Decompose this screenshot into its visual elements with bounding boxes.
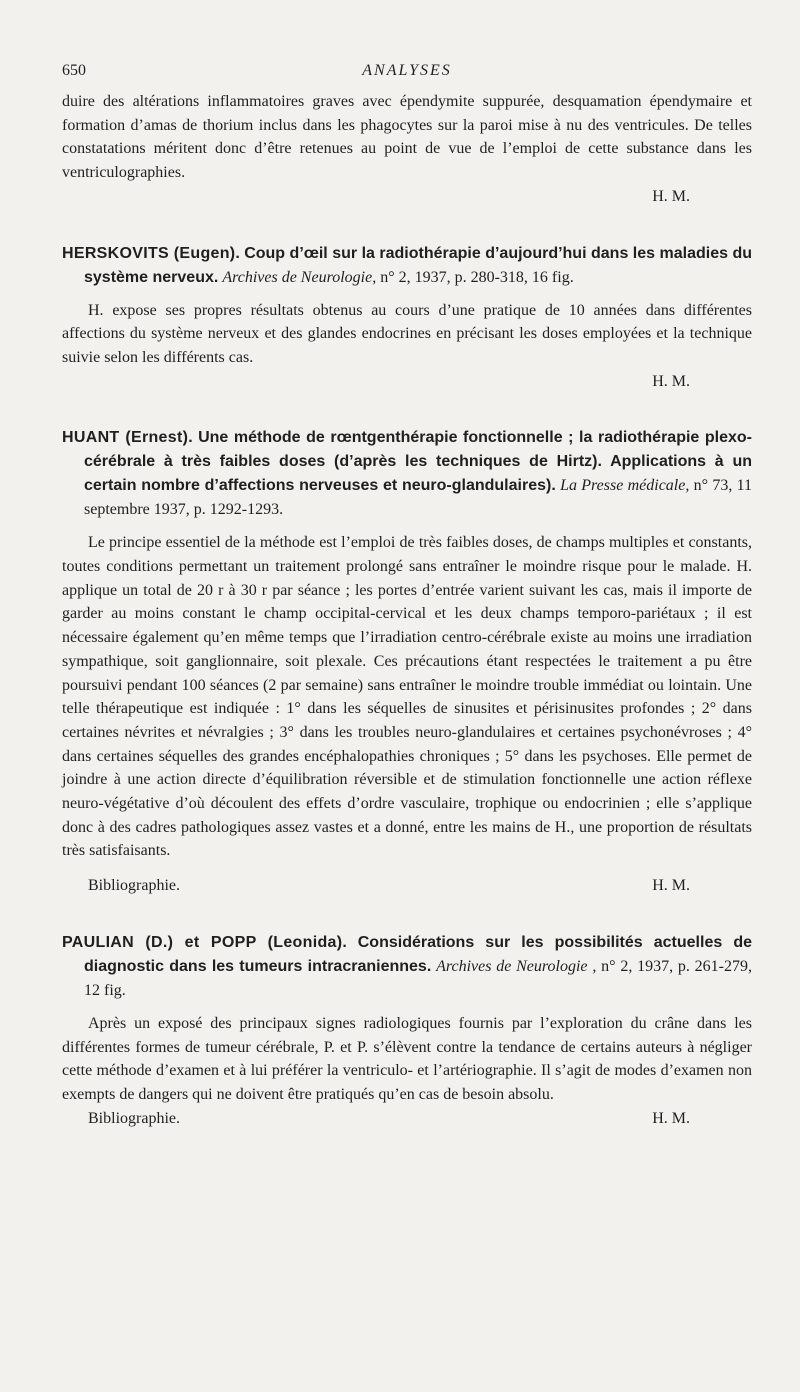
entry-signature: H. M. [652,372,690,390]
entry-footer [62,874,752,898]
entry-abstract: H. expose ses propres résultats obtenus au cours d’une pratique de 10 années dans différentes affections du système nerveux et des glandes endocrines en précisant les doses employées et la technique suivie selon les différents cas. [62,301,752,366]
intro-section [62,90,752,209]
entry-abstract: Le principe essentiel de la méthode est l’emploi de très faibles doses, de champs multiples et constants, toutes conditions permettant un traitement prolongé sans entraîner le moindre risque pour le malade. H. applique un total de 20 r à 30 r par séance ; les portes d’entrée varient suivant les cas, mais il importe de garder au moins constant le champ occipital-cervical et les deux champs temporo-pariétaux ; il est nécessaire également qu’en même temps que l’irradiation centro-cérébrale existe au moins une irradiation sympathique, soit ganglionnaire, soit plexale. Ces précautions étant respectées le traitement a pu être poursuivi pendant 100 séances (2 par semaine) sans entraîner le moindre trouble immédiat ou lointain. Une telle thérapeutique est indiquée : 1° dans les séquelles de sinusites et périsinusites profondes ; 2° dans certaines névrites et névralgies ; 3° dans les troubles neuro-glandulaires et certaines psychonévroses ; 4° dans certaines séquelles des grandes encéphalopathies chroniques ; 5° dans les psychoses. Elle permet de joindre à une action directe d’équilibration réversible et de stimulation fonctionnelle une action réflexe neuro-végétative d’où découlent des effets d’ordre vasculaire, trophique ou endocrinien ; elle s’applique donc à des cadres pathologiques assez vastes et a donné, entre les mains de H., une proportion de résultats très satisfaisants. [62,534,752,860]
entry-herskovits [62,242,752,394]
page-number: 650 [62,62,86,79]
entry-journal: La Presse médicale, [560,477,690,495]
entry-paulian-popp [62,931,752,1131]
entry-bibliography: Bibliographie. [88,1109,180,1127]
document-page [62,62,752,1130]
entry-authors: HERSKOVITS (Eugen). [62,244,241,262]
entry-citation: n° 73, 11 septembre 1937, p. 1292-1293. [84,477,753,519]
entry-signature: H. M. [652,877,690,895]
entry-title: Une méthode de rœntgenthérapie fonctionnelle ; la radiothérapie plexo-cérébrale à très faibles doses (d’après les techniques de Hirtz). Applications à un certain nombre d’affections nerveuses et neuro-glandulaires). [84,429,753,495]
entry-journal: Archives de Neurologie, [222,268,377,286]
running-header [62,62,752,88]
entry-huant [62,426,752,898]
entry-abstract: Après un exposé des principaux signes radiologiques fournis par l’exploration du crâne dans les différentes formes de tumeur cérébrale, P. et P. s’élèvent contre la tendance de certains auteurs à négliger cette méthode d’examen et à lui préférer la ventriculo- et l’artériographie. Il s’agit de modes d’examen non exempts de dangers qui ne doivent être pratiqués qu’en cas de besoin absolu. [62,1014,752,1103]
intro-paragraph: duire des altérations inflammatoires graves avec épendymite suppurée, desquamation épendymaire et formation d’amas de thorium inclus dans les phagocytes sur la paroi mise à nu des ventricules. De telles constatations méritent donc d’être retenues au point de vue de l’emploi de cette substance dans les ventriculographies. [62,93,752,182]
entry-title: Coup d’œil sur la radiothérapie d’aujourd’hui dans les maladies du système nerveux. [84,244,753,286]
entry-signature: H. M. [652,1109,690,1127]
entry-heading [62,931,752,1003]
entry-journal: Archives de Neurologie , [436,957,597,975]
running-title: ANALYSES [362,62,452,79]
entry-bibliography: Bibliographie. [88,877,180,895]
entry-citation: n° 2, 1937, p. 280-318, 16 fig. [380,268,574,286]
entry-title: Considérations sur les possibilités actuelles de diagnostic dans les tumeurs intracraniennes. [84,933,752,975]
intro-signature: H. M. [652,187,690,205]
entry-authors: PAULIAN (D.) et POPP (Leonida). [62,933,348,951]
entry-authors: HUANT (Ernest). [62,429,193,447]
entry-citation: n° 2, 1937, p. 261-279, 12 fig. [84,957,753,999]
entry-footer [62,1107,752,1131]
entry-heading [62,426,752,522]
entry-heading [62,242,752,290]
